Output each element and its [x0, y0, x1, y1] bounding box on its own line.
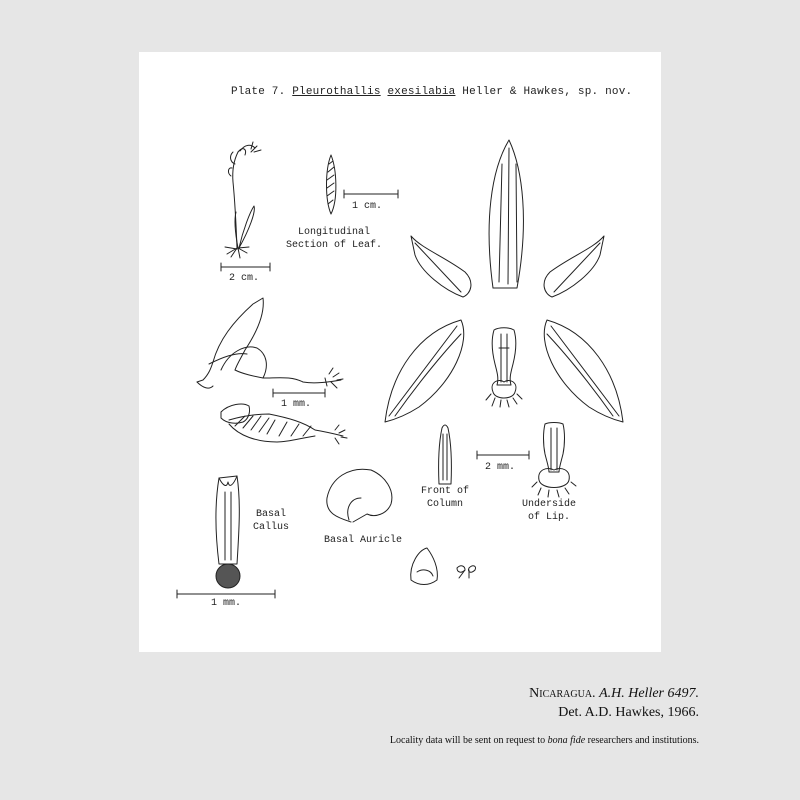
lip-underside-label-line1: Underside	[522, 499, 577, 510]
plate-line-drawings	[139, 52, 661, 652]
genus-name: Pleurothallis	[292, 86, 381, 98]
lip-underside-label-line2: of Lip.	[528, 512, 571, 523]
lip-underside-label	[522, 498, 576, 524]
lip-underside-drawing	[532, 423, 576, 498]
scale-label-1mm-mid: 1 mm.	[281, 399, 312, 410]
caption-determination: Det. A.D. Hawkes, 1966.	[558, 705, 699, 720]
column-front-drawing	[439, 425, 452, 484]
species-epithet: exesilabia	[387, 86, 456, 98]
lateral-sepal-right-drawing	[544, 320, 623, 422]
caption-note-pre: Locality data will be sent on request to	[389, 735, 546, 746]
plate-number: Plate 7.	[231, 86, 286, 98]
caption-locality-note	[390, 735, 699, 746]
basal-callus-drawing	[216, 476, 240, 588]
petal-left-drawing	[411, 236, 471, 297]
basal-callus-label-line2: Callus	[253, 522, 290, 533]
lip-column-center-drawing	[486, 328, 522, 407]
anther-cap-drawing	[411, 548, 438, 585]
scale-bar-1cm	[344, 190, 398, 198]
authority: Heller & Hawkes, sp. nov.	[462, 86, 633, 98]
basal-callus-label-line1: Basal	[256, 509, 287, 520]
scale-bar-1mm-mid	[273, 389, 325, 397]
botanical-plate	[139, 52, 661, 652]
scale-label-1mm-bottom: 1 mm.	[211, 598, 242, 609]
caption-collection	[529, 686, 699, 702]
plate-title	[231, 86, 632, 98]
caption-note-post: researchers and institutions.	[587, 735, 699, 746]
column-front-label-line1: Front of	[421, 486, 470, 497]
scale-label-2cm: 2 cm.	[229, 273, 260, 284]
column-side-view-upper-drawing	[197, 298, 343, 388]
pollinia-drawing	[457, 566, 476, 578]
whole-plant-drawing	[225, 142, 261, 258]
leaf-section-label	[286, 226, 382, 252]
scale-label-1cm: 1 cm.	[352, 201, 383, 212]
scale-bar-2mm	[477, 451, 529, 459]
leaf-section-label-line1: Longitudinal	[298, 227, 371, 238]
leaf-section-label-line2: Section of Leaf.	[286, 240, 383, 251]
leaf-section-drawing	[327, 155, 336, 214]
scale-label-2mm: 2 mm.	[485, 462, 516, 473]
caption-note-italic: bona fide	[547, 735, 586, 746]
scale-bar-2cm	[221, 263, 270, 271]
petal-right-drawing	[544, 236, 604, 297]
caption-country: Nicaragua.	[529, 686, 596, 701]
basal-auricle-drawing	[327, 469, 392, 522]
caption-collector: A.H. Heller 6497.	[599, 686, 699, 701]
basal-auricle-label: Basal Auricle	[324, 535, 403, 546]
column-front-label-line2: Column	[427, 499, 464, 510]
lateral-sepal-left-drawing	[385, 320, 464, 422]
dorsal-sepal-drawing	[489, 140, 523, 288]
column-front-label	[421, 485, 469, 511]
basal-callus-label	[253, 508, 289, 534]
